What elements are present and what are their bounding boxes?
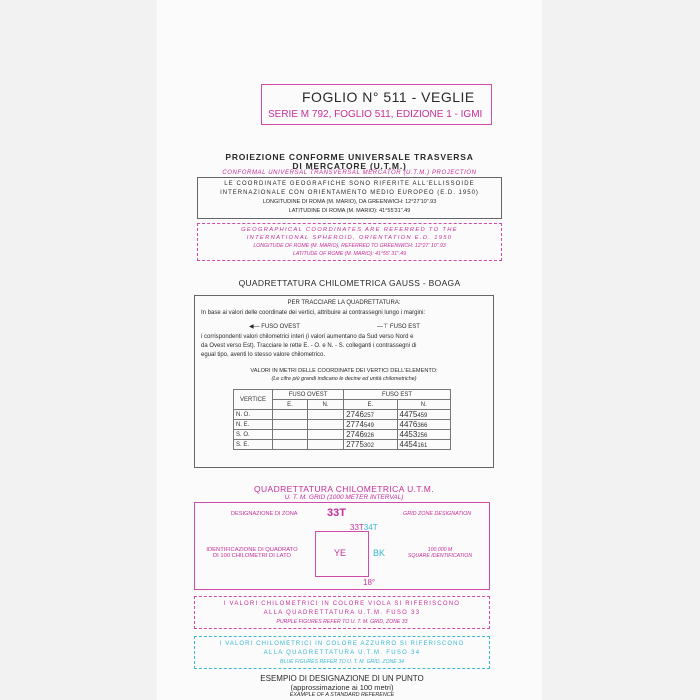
projection-en-line4: LATITUDE OF ROME (M. MARIO): 41°55' 31".49	[292, 251, 407, 257]
example-en: EXAMPLE OF A STANDARD REFERENCE	[289, 692, 395, 698]
gauss-title: QUADRETTATURA CHILOMETRICA GAUSS - BOAGA	[238, 278, 461, 288]
fuso-est-marker	[377, 323, 420, 330]
table-row	[234, 410, 451, 420]
est-n-cell	[397, 440, 450, 450]
square-label-line2: DI 100 CHILOMETRI DI LATO	[212, 553, 292, 559]
col-est-e: E.	[344, 400, 397, 410]
e-big-value: 2746	[346, 430, 364, 439]
ovest-n-cell	[308, 440, 344, 450]
gauss-para1: In base ai valori delle coordinate dei vertici, attribuire ai contrassegni lungo i margini:	[201, 310, 426, 316]
gauss-values-note: (Le cifre più grandi indicano le decine ed unità chilometriche)	[271, 376, 417, 382]
arrow-cross-icon: —⊤	[377, 324, 389, 330]
vertex-cell: S. O.	[234, 430, 273, 440]
col-fuso-ovest: FUSO OVEST	[273, 390, 344, 400]
square-label-line1: IDENTIFICAZIONE DI QUADRATO	[206, 547, 298, 553]
utm-designation-box	[194, 502, 490, 590]
zone-34t-label: 34T	[363, 523, 378, 532]
est-e-cell	[344, 420, 397, 430]
n-big-value: 4476	[399, 420, 418, 429]
square-ye: YE	[334, 548, 347, 558]
n-small-value: 256	[417, 433, 428, 439]
e-small-value: 549	[363, 423, 374, 429]
gauss-box-heading: PER TRACCIARE LA QUADRETTATURA:	[287, 300, 401, 306]
utm-subtitle: U. T. M. GRID (1000 METER INTERVAL)	[284, 494, 404, 501]
sheet-series: SERIE M 792, FOGLIO 511, EDIZIONE 1 - IGMI	[268, 109, 483, 120]
gauss-para2-line3: egual tipo, aventi lo stesso valore chilometrico.	[201, 352, 326, 358]
zone-value: 33T	[327, 507, 346, 519]
arrow-left-icon: ◀—	[249, 324, 260, 330]
n-small-value: 459	[417, 413, 428, 419]
blue-line1: I VALORI CHILOMETRICI IN COLORE AZZURRO SI RIFERISCONO	[219, 641, 465, 647]
square-bk: BK	[373, 548, 386, 558]
violet-note-box	[194, 596, 490, 629]
col-ovest-n: N.	[308, 400, 344, 410]
gauss-values-title: VALORI IN METRI DELLE COORDINATE DEI VERTICI DELL'ELEMENTO:	[250, 368, 438, 374]
projection-it-line4: LATITUDINE DI ROMA (M. MARIO): 41°55'31".49	[288, 208, 411, 214]
gauss-para2-line1: i corrispondenti valori chilometrici interi (i valori aumentano da Sud verso Nord e	[201, 334, 414, 340]
blue-en: BLUE FIGURES REFER TO U. T. M. GRID, ZONE 34	[280, 659, 404, 665]
e-small-value: 926	[363, 433, 374, 439]
square-id-box	[315, 531, 369, 577]
fuso-ovest-marker	[249, 323, 300, 330]
table-row	[234, 430, 451, 440]
projection-it-line3: LONGITUDINE DI ROMA (M. MARIO), DA GREENWICH: 12°27'10".93	[262, 199, 437, 205]
zone-label: DESIGNAZIONE DI ZONA	[231, 511, 298, 517]
est-n-cell	[397, 420, 450, 430]
square-en-line1: 100.000 M	[427, 547, 453, 553]
n-big-value: 4453	[399, 430, 418, 439]
ovest-e-cell	[273, 430, 308, 440]
fuso-ovest-label: FUSO OVEST	[261, 324, 300, 330]
col-est-n: N.	[397, 400, 450, 410]
projection-it-line1: LE COORDINATE GEOGRAFICHE SONO RIFERITE ALL'ELLISSOIDE	[224, 181, 475, 187]
col-ovest-e: E.	[273, 400, 308, 410]
projection-en-box	[197, 223, 502, 261]
e-small-value: 302	[363, 443, 374, 449]
e-big-value: 2774	[346, 420, 364, 429]
projection-en-line1: GEOGRAPHICAL COORDINATES ARE REFERRED TO THE	[241, 227, 458, 233]
zone-33t-label: 33T	[350, 523, 364, 532]
gauss-para2-line2: da Ovest verso Est). Tracciare le rette E. - O. e N. - S. colleganti i contrassegni di	[201, 343, 417, 349]
n-small-value: 366	[417, 423, 428, 429]
blue-note-box	[194, 636, 490, 669]
fuso-est-label: FUSO EST	[389, 324, 420, 330]
table-row	[234, 420, 451, 430]
col-vertice: VERTICE	[234, 390, 273, 410]
projection-en-line3: LONGITUDE OF ROME (M. MARIO), REFERRED TO GREENWICH: 12°27' 10".93	[253, 243, 446, 249]
n-small-value: 161	[417, 443, 428, 449]
n-big-value: 4475	[399, 410, 418, 419]
violet-line2: ALLA QUADRETTATURA U.T.M. FUSO 33	[263, 610, 421, 616]
ovest-n-cell	[308, 410, 344, 420]
square-en-line2: SQUARE IDENTIFICATION	[407, 553, 473, 559]
projection-it-line2: INTERNAZIONALE CON ORIENTAMENTO MEDIO EUROPEO (E.D. 1950)	[220, 190, 479, 196]
square-label	[197, 547, 307, 559]
ovest-n-cell	[308, 430, 344, 440]
gauss-box	[194, 295, 494, 468]
n-big-value: 4454	[399, 440, 418, 449]
projection-it-box	[197, 177, 502, 219]
table-header-row	[234, 390, 451, 400]
e-small-value: 257	[363, 413, 374, 419]
ovest-n-cell	[308, 420, 344, 430]
meridian-label: 18°	[363, 578, 376, 587]
ovest-e-cell	[273, 440, 308, 450]
e-big-value: 2775	[346, 440, 364, 449]
map-legend-sheet	[157, 0, 542, 700]
projection-title-line2: DI MERCATORE (U.T.M.)	[292, 161, 407, 171]
violet-line1: I VALORI CHILOMETRICI IN COLORE VIOLA SI RIFERISCONO	[223, 601, 461, 607]
est-n-cell	[397, 430, 450, 440]
ovest-e-cell	[273, 420, 308, 430]
zone-en: GRID ZONE DESIGNATION	[403, 511, 472, 517]
violet-en: PURPLE FIGURES REFER TO U. T. M. GRID, ZONE 33	[276, 619, 408, 625]
square-en	[395, 547, 485, 559]
projection-title-en: CONFORMAL UNIVERSAL TRANSVERSAL MERCATOR (U.T.M.) PROJECTION	[222, 170, 477, 176]
vertex-cell: N. E.	[234, 420, 273, 430]
vertex-cell: N. O.	[234, 410, 273, 420]
example-subtitle: (approssimazione ai 100 metri)	[290, 683, 394, 692]
e-big-value: 2746	[346, 410, 364, 419]
ovest-e-cell	[273, 410, 308, 420]
example-title: ESEMPIO DI DESIGNAZIONE DI UN PUNTO	[260, 674, 424, 683]
utm-title: QUADRETTATURA CHILOMETRICA U.T.M.	[253, 484, 435, 494]
header-box	[261, 84, 492, 125]
est-n-cell	[397, 410, 450, 420]
sheet-title: FOGLIO N° 511 - VEGLIE	[302, 89, 475, 105]
vertex-coordinates-table	[233, 389, 451, 450]
projection-title-line1: PROIEZIONE CONFORME UNIVERSALE TRASVERSA	[225, 152, 474, 162]
col-fuso-est: FUSO EST	[344, 390, 451, 400]
est-e-cell	[344, 440, 397, 450]
projection-en-line2: INTERNATIONAL SPHEROID, ORIENTATION E.D. 1950	[246, 235, 453, 241]
est-e-cell	[344, 410, 397, 420]
blue-line2: ALLA QUADRETTATURA U.T.M. FUSO 34	[263, 650, 421, 656]
table-row	[234, 440, 451, 450]
est-e-cell	[344, 430, 397, 440]
vertex-cell: S. E.	[234, 440, 273, 450]
